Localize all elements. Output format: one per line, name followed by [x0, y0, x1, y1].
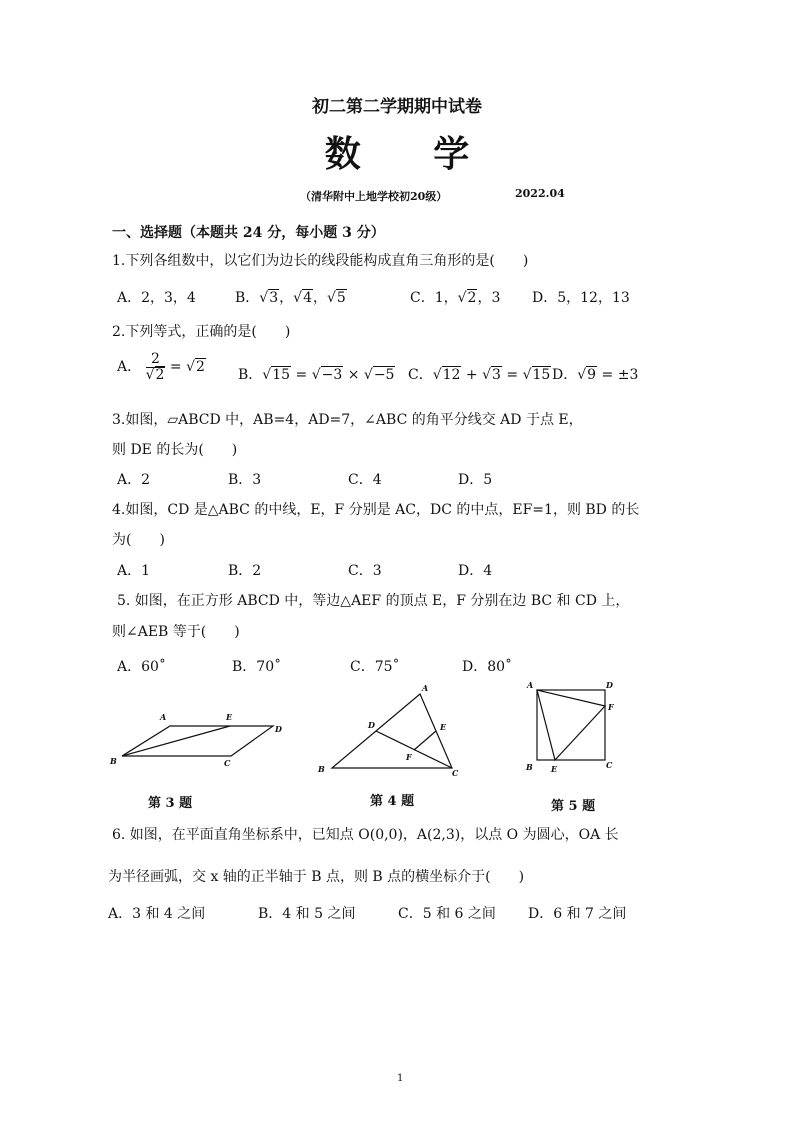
q6-option-c: C．5 和 6 之间	[398, 906, 496, 922]
question-4-stem-1: 4.如图，CD 是△ABC 的中线，E，F 分别是 AC，DC 的中点，EF=1，则 BD 的长	[112, 502, 640, 518]
q6-option-a: A．3 和 4 之间	[108, 906, 206, 922]
q3-option-a: A．2	[117, 472, 151, 488]
q1-b-label: B．	[235, 290, 260, 306]
figure-4-triangle	[312, 680, 472, 780]
subject-title: 数 学	[324, 133, 500, 175]
fig3-label-d: D	[275, 724, 282, 734]
fig3-label-a: A	[160, 712, 167, 722]
question-1-stem: 1.下列各组数中，以它们为边长的线段能构成直角三角形的是( )	[112, 253, 529, 269]
q2-d-rhs: = ±3	[601, 367, 639, 383]
q1-b-radicand-3: 5	[336, 290, 346, 306]
fig4-label-c: C	[452, 768, 459, 778]
q2-b-label: B．	[238, 367, 263, 383]
fig4-label-b: B	[318, 764, 325, 774]
q1-b-sqrt-1: √3	[259, 290, 279, 306]
q2-a-denominator: √2	[145, 366, 165, 383]
q1-b-sqrt-2: √4	[293, 290, 312, 306]
q2-c-sqrt-3: √15	[522, 367, 551, 383]
q2-option-c: C．√12 + √3 = √15	[408, 367, 551, 383]
fig5-triangle-aef	[537, 690, 605, 760]
exam-title: 初二第二学期期中试卷	[312, 97, 482, 117]
fig5-label-d: D	[606, 680, 613, 690]
q1-option-b: B．√3，√4，√5	[235, 290, 346, 306]
fig3-label-b: B	[110, 756, 117, 766]
figure-4-caption: 第 4 题	[370, 794, 415, 809]
q2-b-radicand-2: −3	[321, 367, 343, 383]
q2-a-rhs-sqrt: √2	[186, 359, 205, 376]
question-5-stem-1: 5. 如图，在正方形 ABCD 中，等边△AEF 的顶点 E，F 分别在边 BC 和 CD 上，	[117, 593, 630, 609]
fig3-parallelogram-outline	[122, 726, 273, 756]
fig5-label-c: C	[606, 760, 613, 770]
q1-b-radicand-1: 3	[269, 290, 279, 306]
q2-c-radicand-2: 3	[492, 367, 501, 383]
figure-3-parallelogram	[108, 708, 288, 768]
q6-option-d: D．6 和 7 之间	[528, 906, 627, 922]
fig3-bisector-be	[122, 726, 230, 756]
page-number: 1	[397, 1073, 404, 1084]
q1-c-radicand: 2	[467, 290, 477, 306]
q2-b-radicand-3: −5	[373, 367, 395, 383]
question-5-stem-2: 则∠AEB 等于( )	[112, 624, 240, 640]
fig4-segment-ef	[414, 731, 436, 750]
q1-c-suffix: ，3	[477, 290, 501, 306]
q5-option-c: C．75˚	[350, 659, 400, 675]
q6-option-b: B．4 和 5 之间	[258, 906, 356, 922]
q4-option-b: B．2	[228, 563, 262, 579]
q2-b-radicand-1: 15	[272, 367, 291, 383]
q3-option-c: C．4	[348, 472, 382, 488]
exam-date: 2022.04	[515, 187, 565, 200]
figure-5-square	[522, 678, 622, 778]
q2-c-radicand-3: 15	[532, 367, 551, 383]
fig4-label-a: A	[422, 683, 429, 693]
q1-c-sqrt: √2	[457, 290, 477, 306]
question-3-stem-1: 3.如图，▱ABCD 中，AB=4，AD=7，∠ABC 的角平分线交 AD 于点 E，	[112, 412, 583, 428]
q2-d-sqrt: √9	[577, 367, 597, 383]
q2-a-label: A．	[117, 359, 142, 376]
q2-option-d	[552, 364, 638, 384]
fig5-label-f: F	[608, 702, 614, 712]
q2-c-label: C．	[408, 367, 433, 383]
fig4-triangle-abc	[332, 694, 452, 768]
q1-option-a: A．2，3，4	[117, 290, 196, 306]
q2-a-den-radicand: 2	[155, 366, 165, 383]
q4-option-d: D．4	[458, 563, 493, 579]
fig5-label-a: A	[527, 680, 534, 690]
q1-b-radicand-2: 4	[303, 290, 312, 306]
fig5-label-e: E	[551, 764, 558, 774]
q3-option-d: D．5	[458, 472, 493, 488]
q2-option-b: B．√15 = √−3 × √−5	[238, 367, 395, 383]
section-heading: 一、选择题（本题共 24 分，每小题 3 分）	[112, 225, 385, 241]
q2-a-rhs-radicand: 2	[195, 359, 205, 376]
fig4-label-d: D	[368, 720, 375, 730]
figure-5-caption: 第 5 题	[551, 799, 596, 814]
fig4-label-f: F	[406, 752, 412, 762]
q1-option-c	[410, 287, 500, 307]
q2-d-radicand: 9	[587, 367, 597, 383]
fig4-segment-bf	[332, 750, 414, 768]
question-3-stem-2: 则 DE 的长为( )	[112, 442, 238, 458]
q2-option-a: A． $\frac{2}{√2}$ = √2	[117, 351, 205, 383]
q4-option-a: A．1	[117, 563, 151, 579]
q2-c-sqrt-2: √3	[482, 367, 501, 383]
question-6-stem-2: 为半径画弧，交 x 轴的正半轴于 B 点，则 B 点的横坐标介于( )	[108, 869, 525, 885]
fig4-label-e: E	[440, 722, 447, 732]
q2-d-label: D．	[552, 367, 578, 383]
q3-option-b: B．3	[228, 472, 262, 488]
fig3-label-e: E	[226, 712, 233, 722]
q4-option-c: C．3	[348, 563, 382, 579]
school-info: （清华附中上地学校初20级）	[300, 190, 448, 203]
question-2-stem: 2.下列等式，正确的是( )	[112, 324, 291, 340]
fig5-square-abcd	[537, 690, 605, 760]
q1-b-sqrt-3: √5	[326, 290, 346, 306]
q2-a-fraction	[146, 352, 166, 382]
q2-a-numerator: 2	[146, 352, 166, 368]
question-4-stem-2: 为( )	[112, 532, 165, 548]
q2-c-sqrt-1: √12	[432, 367, 461, 383]
q2-b-sqrt-1: √15	[262, 367, 291, 383]
q2-b-sqrt-3: √−5	[363, 367, 395, 383]
q2-b-sqrt-2: √−3	[311, 367, 343, 383]
fig3-label-c: C	[224, 758, 231, 768]
fig5-label-b: B	[526, 762, 533, 772]
figure-3-caption: 第 3 题	[148, 796, 193, 811]
q2-c-radicand-1: 12	[442, 367, 461, 383]
q5-option-d: D．80˚	[462, 659, 513, 675]
q1-option-d: D．5，12，13	[532, 290, 630, 306]
q5-option-a: A．60˚	[117, 659, 166, 675]
q1-c-label: C．1，	[410, 290, 458, 306]
q5-option-b: B．70˚	[232, 659, 282, 675]
question-6-stem-1: 6. 如图，在平面直角坐标系中，已知点 O(0,0)，A(2,3)，以点 O 为圆心，OA 长	[112, 827, 619, 843]
